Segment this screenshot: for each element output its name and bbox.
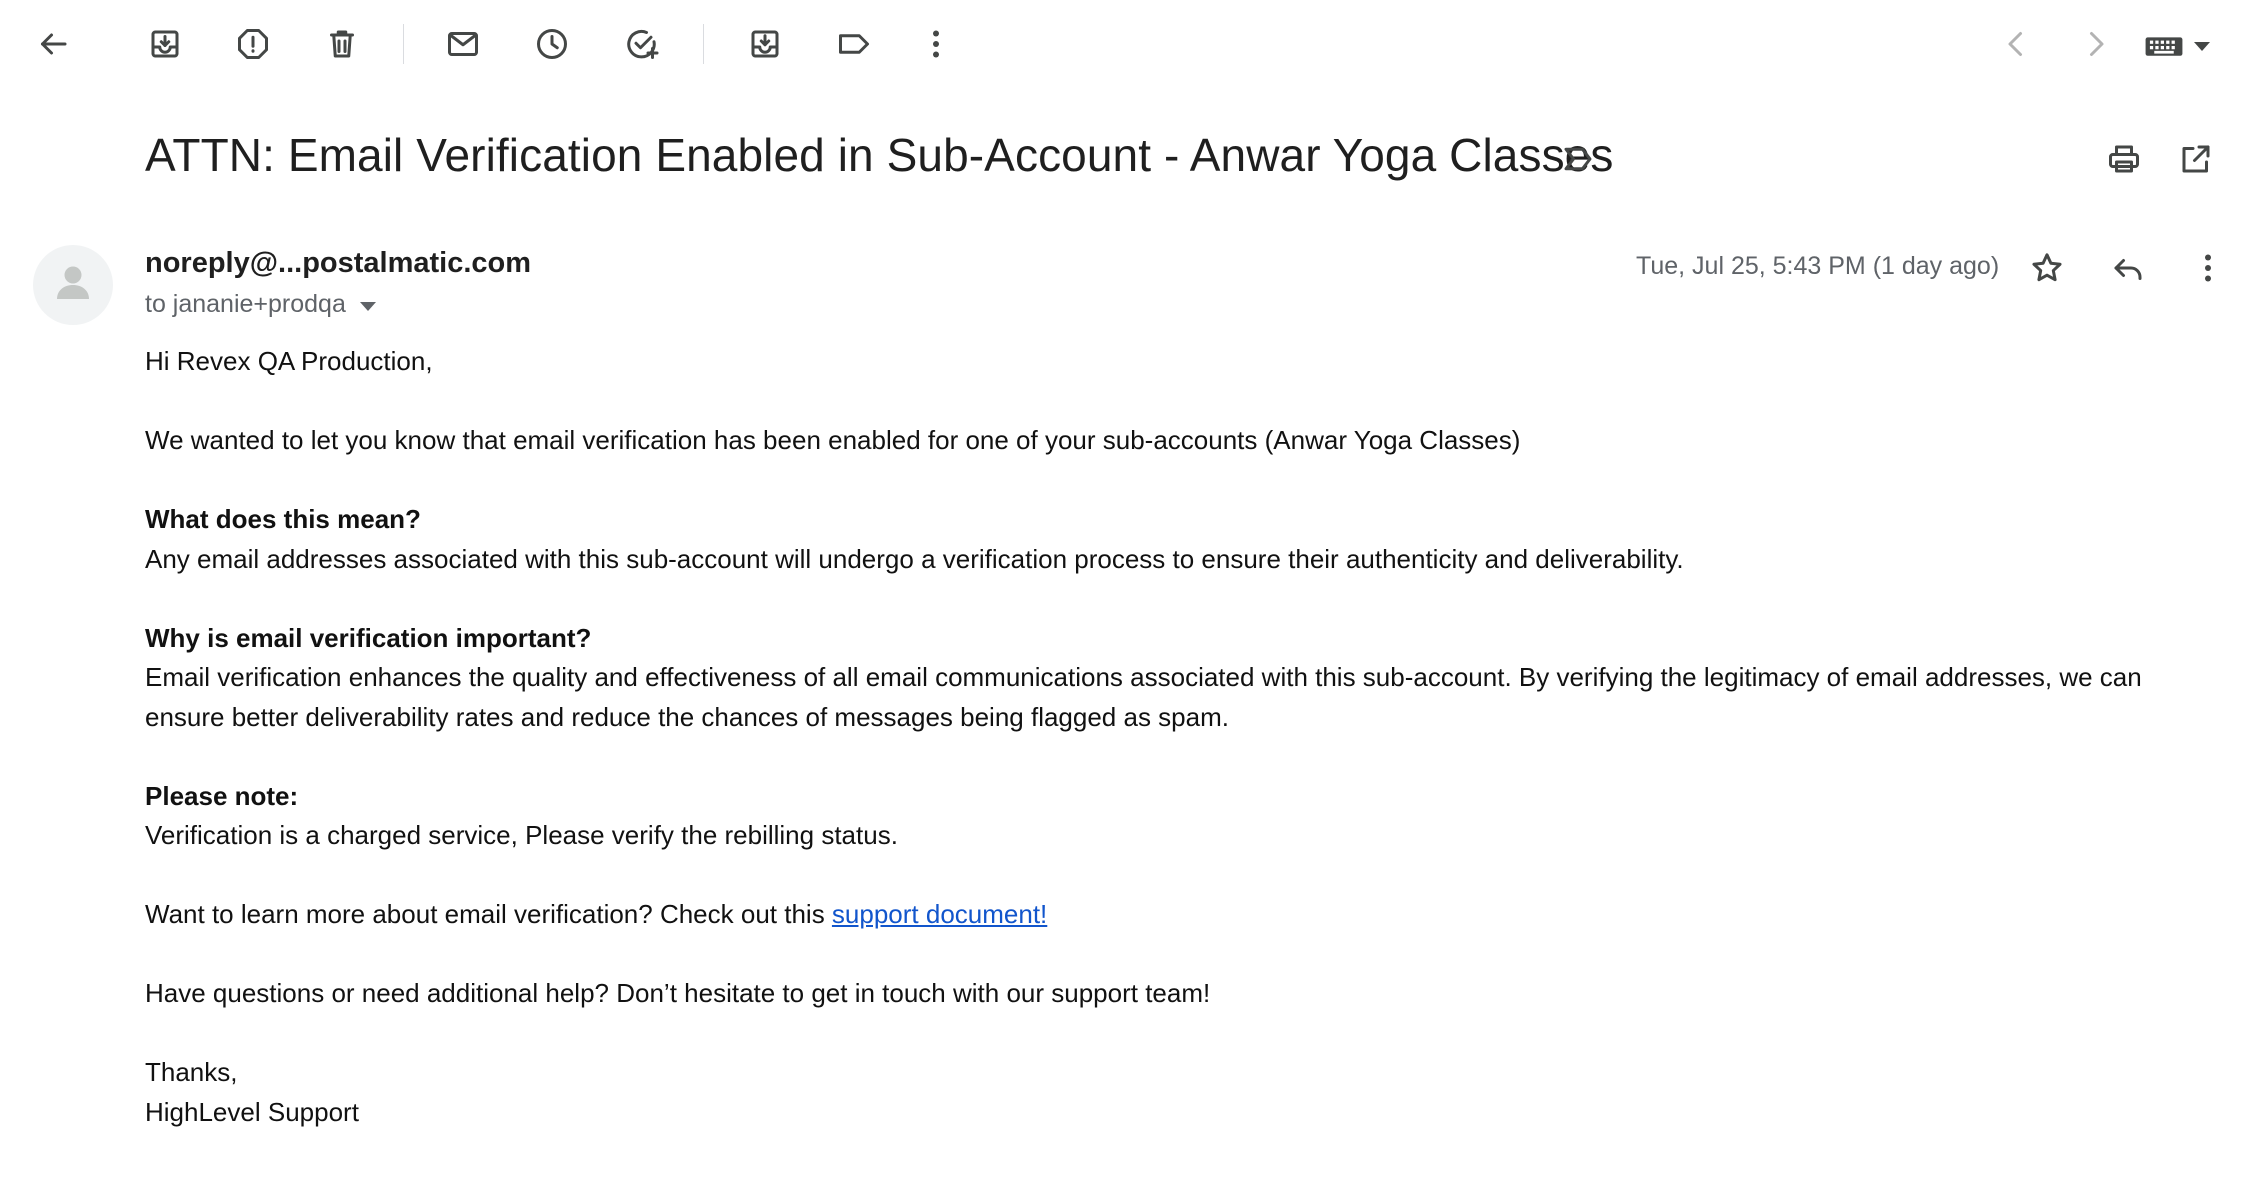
section-importance xyxy=(145,619,2205,738)
back-arrow-icon[interactable] xyxy=(25,16,81,72)
snooze-icon[interactable] xyxy=(524,16,580,72)
greeting: Hi Revex QA Production, xyxy=(145,346,433,376)
learn-more-paragraph xyxy=(145,895,2205,935)
dropdown-caret-icon xyxy=(2194,42,2210,51)
section-heading: Please note: xyxy=(145,780,299,811)
chevron-down-icon xyxy=(360,302,376,311)
learn-more-text: Want to learn more about email verification? Check out this xyxy=(145,899,832,929)
move-to-icon[interactable] xyxy=(737,16,793,72)
message-more-icon[interactable] xyxy=(2180,240,2236,296)
archive-icon[interactable] xyxy=(137,16,193,72)
next-chevron-icon[interactable] xyxy=(2068,16,2124,72)
print-icon[interactable] xyxy=(2098,133,2150,185)
toolbar-divider xyxy=(703,24,704,64)
more-vertical-icon[interactable] xyxy=(908,16,964,72)
section-heading: What does this mean? xyxy=(145,504,421,534)
section-note xyxy=(145,777,2205,856)
sender-avatar xyxy=(33,245,113,325)
star-icon[interactable] xyxy=(2019,240,2075,296)
recipients-label: to jananie+prodqa xyxy=(145,290,346,318)
delete-icon[interactable] xyxy=(314,16,370,72)
reply-icon[interactable] xyxy=(2100,240,2156,296)
closing xyxy=(145,1053,2205,1132)
intro-paragraph: We wanted to let you know that email verification has been enabled for one of your sub-accounts (Anwar Yoga Classes) xyxy=(145,425,1521,455)
help-paragraph: Have questions or need additional help? Don’t hesitate to get in touch with our support team! xyxy=(145,978,1211,1008)
section-meaning xyxy=(145,500,2205,579)
keyboard-icon[interactable] xyxy=(2144,28,2228,64)
toolbar-divider xyxy=(403,24,404,64)
message-date: Tue, Jul 25, 5:43 PM (1 day ago) xyxy=(1636,252,2000,280)
signature: HighLevel Support xyxy=(145,1096,359,1127)
section-text: Email verification enhances the quality and effectiveness of all email communications associated with this sub-account. By verifying the legitimacy of email addresses, we can ensure better deliverability rates and reduce the chances of messages being flagged as spam. xyxy=(145,662,2142,732)
section-heading: Why is email verification important? xyxy=(145,622,592,653)
section-text: Verification is a charged service, Please verify the rebilling status. xyxy=(145,820,898,850)
add-task-icon[interactable] xyxy=(614,16,670,72)
report-spam-icon[interactable] xyxy=(225,16,281,72)
email-subject: ATTN: Email Verification Enabled in Sub-Account - Anwar Yoga Classes xyxy=(145,129,1614,181)
open-new-window-icon[interactable] xyxy=(2170,133,2222,185)
sender-address: noreply@...postalmatic.com xyxy=(145,247,532,279)
important-marker-icon[interactable] xyxy=(1552,133,1604,185)
mark-unread-icon[interactable] xyxy=(435,16,491,72)
thanks-text: Thanks, xyxy=(145,1057,238,1087)
email-body xyxy=(145,342,2205,1172)
label-icon[interactable] xyxy=(826,16,882,72)
section-text: Any email addresses associated with this sub-account will undergo a verification process to ensure their authenticity and deliverability. xyxy=(145,543,1684,574)
support-document-link[interactable]: support document! xyxy=(831,899,1048,929)
prev-chevron-icon[interactable] xyxy=(1988,16,2044,72)
recipients-dropdown[interactable] xyxy=(145,290,376,319)
